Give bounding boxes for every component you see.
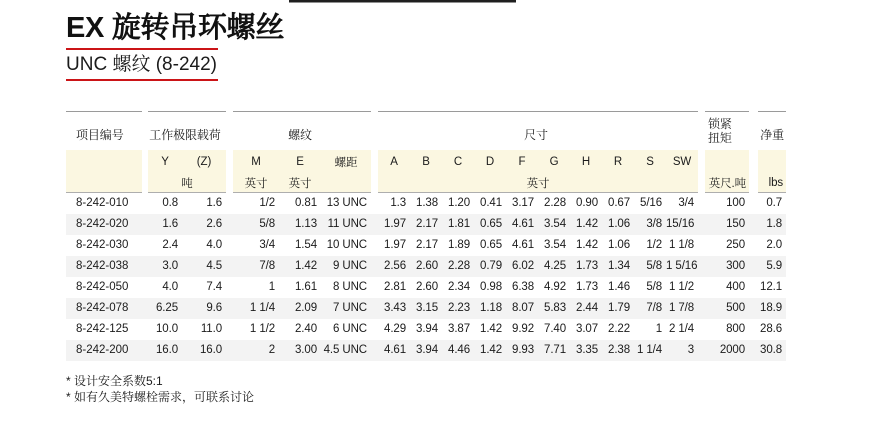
value-cell: 1.97 (384, 239, 407, 251)
value-cell: 4.29 (384, 323, 407, 335)
value-cell: 1.42 (295, 260, 317, 272)
value-cell: 1.8 (766, 218, 783, 230)
value-cell: 1.79 (608, 302, 631, 314)
value-cell: 3.54 (544, 239, 567, 251)
value-cell: 10.0 (156, 323, 178, 335)
group-gap (371, 340, 378, 361)
group-gap (698, 112, 705, 150)
value-cell: 4.5 UNC (323, 344, 368, 356)
table-row (66, 235, 786, 256)
value-cell: 7/8 (259, 260, 275, 272)
value-cell: 3.35 (576, 344, 599, 356)
value-cell: 1.06 (608, 218, 631, 230)
value-cell: 400 (726, 281, 746, 293)
unit-load-limit: 吨 (148, 174, 226, 193)
value-cell: 4.5 (206, 260, 222, 272)
value-cell: 10 UNC (326, 239, 368, 251)
value-cell: 3/4 (259, 239, 275, 251)
value-cell: 4.61 (384, 344, 407, 356)
value-cell: 0.90 (576, 197, 599, 210)
value-cell: 1.97 (384, 218, 407, 230)
col-header-h: H (570, 150, 602, 174)
group-gap (698, 214, 705, 235)
unit-torque: 英尺.吨 (705, 174, 749, 193)
col-header-y: Y (148, 150, 182, 174)
value-cell: 1.20 (448, 197, 471, 210)
table-row (66, 214, 786, 235)
group-gap (226, 256, 233, 277)
group-gap (371, 193, 378, 214)
col-header-pitch: 螺距 (321, 150, 371, 174)
value-cell: 11.0 (200, 323, 222, 335)
group-gap (226, 112, 233, 150)
value-cell: 1.46 (608, 281, 631, 293)
value-cell: 2.38 (608, 344, 631, 356)
group-gap (371, 150, 378, 174)
value-cell: 3.43 (384, 302, 407, 314)
group-gap (226, 235, 233, 256)
value-cell: 1 5/16 (666, 260, 698, 272)
col-header-g: G (538, 150, 570, 174)
group-gap (749, 174, 758, 193)
value-cell: 2.28 (448, 260, 471, 272)
value-cell: 3.15 (416, 302, 439, 314)
group-gap (371, 112, 378, 150)
value-cell: 2.81 (384, 281, 407, 293)
lock-torque-line2: 扭矩 (708, 130, 732, 145)
item-number-cell: 8-242-078 (76, 302, 129, 314)
table-body (66, 193, 786, 361)
group-gap (749, 193, 758, 214)
value-cell: 1 1/4 (249, 302, 275, 314)
value-cell: 9.93 (512, 344, 535, 356)
col-header-weight-blank (758, 150, 786, 174)
value-cell: 8.07 (512, 302, 535, 314)
group-gap (698, 235, 705, 256)
group-gap (226, 277, 233, 298)
value-cell: 1 7/8 (668, 302, 695, 314)
group-gap (698, 174, 705, 193)
value-cell: 6.02 (512, 260, 535, 272)
value-cell: 0.65 (480, 218, 503, 230)
group-gap (749, 150, 758, 174)
value-cell: 2.60 (416, 260, 439, 272)
col-group-net-weight: 净重 (758, 112, 786, 150)
value-cell: 1.18 (480, 302, 503, 314)
value-cell: 2.40 (295, 323, 317, 335)
value-cell: 4.25 (544, 260, 567, 272)
value-cell: 0.79 (480, 260, 503, 272)
value-cell: 1.61 (295, 281, 317, 293)
value-cell: 5/8 (259, 218, 275, 230)
group-gap (371, 277, 378, 298)
value-cell: 7.71 (544, 344, 567, 356)
col-group-lock-torque (705, 112, 749, 150)
group-header-row (66, 112, 786, 150)
value-cell: 3.94 (416, 323, 439, 335)
value-cell: 1.73 (576, 260, 599, 272)
group-gap (698, 340, 705, 361)
group-gap (371, 319, 378, 340)
value-cell: 1 1/4 (636, 344, 663, 356)
value-cell: 1 (268, 281, 275, 293)
col-header-s: S (634, 150, 666, 174)
table-row (66, 277, 786, 298)
value-cell: 6.25 (156, 302, 178, 314)
page-title: EX 旋转吊环螺丝 (66, 12, 285, 44)
value-cell: 100 (726, 197, 746, 210)
value-cell: 1.89 (448, 239, 471, 251)
value-cell: 7/8 (646, 302, 663, 314)
value-cell: 3.17 (512, 197, 535, 210)
value-cell: 4.0 (162, 281, 178, 293)
table-row (66, 193, 786, 214)
value-cell: 800 (726, 323, 746, 335)
value-cell: 5/8 (646, 260, 663, 272)
lock-torque-line1: 锁紧 (708, 116, 732, 131)
col-header-b: B (410, 150, 442, 174)
group-gap (226, 340, 233, 361)
group-gap (698, 256, 705, 277)
value-cell: 1.42 (576, 239, 599, 251)
value-cell: 4.0 (206, 239, 222, 251)
value-cell: 16.0 (156, 344, 178, 356)
value-cell: 2.60 (416, 281, 439, 293)
value-cell: 1.34 (608, 260, 631, 272)
unit-pitch-blank (321, 174, 371, 193)
value-cell: 1.42 (576, 218, 599, 230)
spec-table (66, 111, 786, 361)
group-gap (698, 298, 705, 319)
value-cell: 2.56 (384, 260, 407, 272)
table-row (66, 256, 786, 277)
col-header-sw: SW (666, 150, 698, 174)
group-gap (749, 319, 758, 340)
value-cell: 3.54 (544, 218, 567, 230)
group-gap (698, 319, 705, 340)
value-cell: 1.6 (162, 218, 178, 230)
footnote-contact: * 如有久美特螺栓需求，可联系讨论 (66, 389, 255, 404)
value-cell: 2.44 (576, 302, 599, 314)
value-cell: 8 UNC (333, 281, 368, 293)
value-cell: 9.6 (206, 302, 222, 314)
col-group-dimensions: 尺寸 (378, 112, 698, 150)
table-row (66, 298, 786, 319)
value-cell: 4.46 (448, 344, 471, 356)
footnote-safety-factor: * 设计安全系数5:1 (66, 373, 163, 388)
value-cell: 2.0 (766, 239, 783, 251)
subtitle-underline (66, 79, 218, 81)
value-cell: 7.40 (544, 323, 567, 335)
group-gap (749, 256, 758, 277)
group-gap (698, 277, 705, 298)
col-header-r: R (602, 150, 634, 174)
value-cell: 300 (726, 260, 746, 272)
units-row (66, 174, 786, 193)
value-cell: 7.4 (206, 281, 222, 293)
item-number-cell: 8-242-030 (76, 239, 129, 251)
col-group-load-limit: 工作极限载荷 (148, 112, 226, 150)
col-header-a: A (378, 150, 410, 174)
value-cell: 4.61 (512, 218, 535, 230)
value-cell: 13 UNC (326, 197, 368, 210)
value-cell: 9 UNC (333, 260, 368, 272)
value-cell: 0.41 (480, 197, 503, 210)
value-cell: 4.61 (512, 239, 535, 251)
value-cell: 1.6 (206, 197, 222, 210)
value-cell: 1 1/2 (668, 281, 695, 293)
value-cell: 3.00 (295, 344, 317, 356)
value-cell: 3.87 (448, 323, 471, 335)
group-gap (226, 319, 233, 340)
group-gap (371, 256, 378, 277)
col-group-item-no: 项目编号 (66, 112, 142, 150)
value-cell: 0.7 (766, 197, 783, 210)
value-cell: 2.17 (416, 239, 439, 251)
value-cell: 3.94 (416, 344, 439, 356)
group-gap (371, 214, 378, 235)
value-cell: 0.65 (480, 239, 503, 251)
col-header-blank (66, 150, 142, 174)
group-gap (226, 298, 233, 319)
value-cell: 250 (726, 239, 746, 251)
group-gap (371, 174, 378, 193)
value-cell: 6 UNC (333, 323, 368, 335)
title-underline (66, 48, 218, 50)
content-area (66, 10, 806, 405)
column-letter-row (66, 150, 786, 174)
value-cell: 1.54 (295, 239, 317, 251)
col-header-c: C (442, 150, 474, 174)
item-number-cell: 8-242-020 (76, 218, 129, 230)
col-group-thread: 螺纹 (233, 112, 371, 150)
group-gap (226, 174, 233, 193)
value-cell: 4.92 (544, 281, 567, 293)
col-header-torque-blank (705, 150, 749, 174)
group-gap (749, 235, 758, 256)
col-header-e: E (279, 150, 321, 174)
value-cell: 3/8 (646, 218, 663, 230)
value-cell: 1/2 (259, 197, 275, 210)
value-cell: 1.3 (390, 197, 407, 210)
value-cell: 1.73 (576, 281, 599, 293)
value-cell: 3.07 (576, 323, 599, 335)
col-header-z: (Z) (182, 150, 226, 174)
value-cell: 5.83 (544, 302, 567, 314)
value-cell: 1.42 (480, 323, 503, 335)
value-cell: 0.67 (608, 197, 631, 210)
value-cell: 1.38 (416, 197, 439, 210)
value-cell: 1 1/8 (668, 239, 695, 251)
value-cell: 18.9 (760, 302, 783, 314)
group-gap (226, 150, 233, 174)
item-number-cell: 8-242-200 (76, 344, 129, 356)
value-cell: 2000 (719, 344, 746, 356)
group-gap (749, 277, 758, 298)
value-cell: 2.17 (416, 218, 439, 230)
unit-m: 英寸 (233, 174, 279, 193)
top-partial-bar (289, 0, 516, 3)
group-gap (749, 340, 758, 361)
value-cell: 1.13 (295, 218, 317, 230)
value-cell: 2.28 (544, 197, 567, 210)
unit-weight: lbs (758, 174, 786, 193)
value-cell: 1/2 (646, 239, 663, 251)
group-gap (226, 214, 233, 235)
value-cell: 3 (687, 344, 695, 356)
value-cell: 2 (268, 344, 275, 356)
col-header-f: F (506, 150, 538, 174)
value-cell: 12.1 (760, 281, 783, 293)
value-cell: 0.8 (162, 197, 178, 210)
value-cell: 2.23 (448, 302, 471, 314)
value-cell: 5/16 (640, 197, 663, 210)
value-cell: 2.34 (448, 281, 471, 293)
value-cell: 2.22 (608, 323, 631, 335)
group-gap (749, 112, 758, 150)
value-cell: 1.81 (448, 218, 471, 230)
value-cell: 9.92 (512, 323, 535, 335)
group-gap (371, 235, 378, 256)
table-row (66, 340, 786, 361)
value-cell: 3/4 (678, 197, 695, 210)
item-number-cell: 8-242-038 (76, 260, 129, 272)
group-gap (749, 214, 758, 235)
value-cell: 16.0 (200, 344, 222, 356)
group-gap (698, 150, 705, 174)
table-header (66, 112, 786, 193)
page-subtitle: UNC 螺纹 (8-242) (66, 54, 217, 75)
value-cell: 1.06 (608, 239, 631, 251)
unit-dimensions: 英寸 (378, 174, 698, 193)
group-gap (226, 193, 233, 214)
value-cell: 1 (655, 323, 663, 335)
item-number-cell: 8-242-050 (76, 281, 129, 293)
col-header-d: D (474, 150, 506, 174)
value-cell: 150 (726, 218, 746, 230)
value-cell: 15/16 (666, 218, 695, 230)
table-row (66, 319, 786, 340)
value-cell: 0.98 (480, 281, 503, 293)
value-cell: 5.9 (766, 260, 783, 272)
value-cell: 2.4 (162, 239, 178, 251)
value-cell: 11 UNC (327, 218, 368, 230)
value-cell: 500 (726, 302, 746, 314)
value-cell: 28.6 (760, 323, 783, 335)
group-gap (698, 193, 705, 214)
footnotes (66, 373, 806, 405)
value-cell: 30.8 (760, 344, 783, 356)
value-cell: 6.38 (512, 281, 535, 293)
value-cell: 5/8 (646, 281, 663, 293)
unit-e: 英寸 (279, 174, 321, 193)
value-cell: 1.42 (480, 344, 503, 356)
value-cell: 2.6 (206, 218, 222, 230)
item-number-cell: 8-242-010 (76, 197, 129, 210)
unit-blank (66, 174, 142, 193)
value-cell: 2 1/4 (668, 323, 695, 335)
value-cell: 2.09 (295, 302, 317, 314)
group-gap (371, 298, 378, 319)
value-cell: 7 UNC (333, 302, 368, 314)
group-gap (749, 298, 758, 319)
value-cell: 1 1/2 (249, 323, 275, 335)
value-cell: 3.0 (162, 260, 178, 272)
value-cell: 0.81 (295, 197, 317, 210)
item-number-cell: 8-242-125 (76, 323, 129, 335)
col-header-m: M (233, 150, 279, 174)
